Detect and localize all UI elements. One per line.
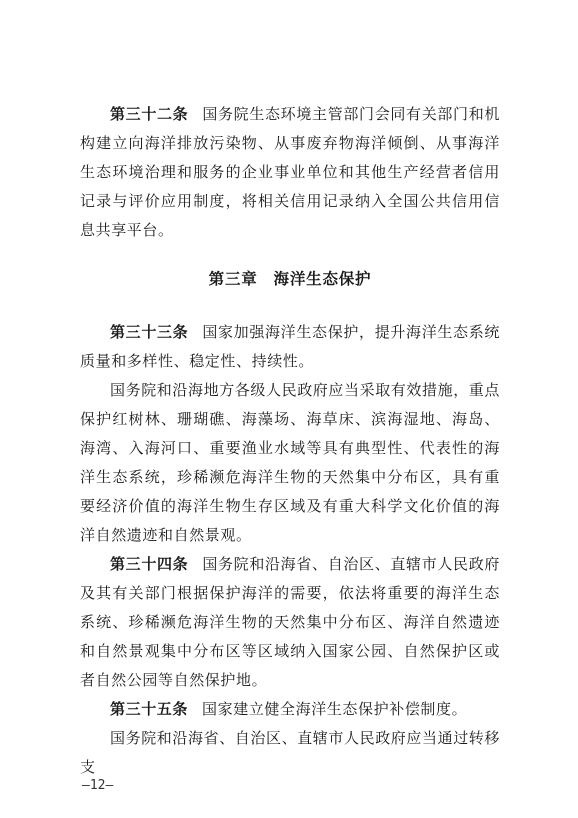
- article-text: 国务院生态环境主管部门会同有关部门和机构建立向海洋排放污染物、从事废弃物海洋倾倒、从事海洋生态环境治理和服务的企业事业单位和其他生产经营者信用记录与评价应用制度，将相关信用记录纳入全国公共信用信息共享平台。: [80, 105, 500, 239]
- article-33-continuation: [80, 376, 500, 550]
- article-text: 国务院和沿海地方各级人民政府应当采取有效措施，重点保护红树林、珊瑚礁、海藻场、海草床、滨海湿地、海岛、海湾、入海河口、重要渔业水域等具有典型性、代表性的海洋生态系统，珍稀濒危海洋生物的天然集中分布区，具有重要经济价值的海洋生物生存区域及有重大科学文化价值的海洋自然遗迹和自然景观。: [80, 381, 501, 544]
- article-text: 国家建立健全海洋生态保护补偿制度。: [202, 700, 468, 718]
- article-text: 国务院和沿海省、自治区、直辖市人民政府及其有关部门根据保护海洋的需要，依法将重要的海洋生态系统、珍稀濒危海洋生物的天然集中分布区、海洋自然遗迹和自然景观集中分布区等区域纳入国家公园、自然保护区或者自然公园等自然保护地。: [80, 555, 500, 689]
- article-number: 第三十四条: [110, 555, 189, 573]
- document-body: [80, 100, 500, 782]
- article-number: 第三十二条: [110, 105, 189, 123]
- chapter-heading: [80, 265, 500, 294]
- chapter-number: 第三章: [208, 270, 258, 288]
- chapter-title: 海洋生态保护: [273, 270, 372, 288]
- article-32-paragraph: [80, 100, 500, 245]
- article-35-paragraph: [80, 695, 500, 724]
- article-text: 国家加强海洋生态保护，提升海洋生态系统质量和多样性、稳定性、持续性。: [80, 323, 500, 370]
- article-34-paragraph: [80, 550, 500, 695]
- article-number: 第三十三条: [110, 323, 189, 341]
- article-35-continuation: [80, 724, 500, 782]
- page-number: —12—: [82, 778, 114, 793]
- article-number: 第三十五条: [110, 700, 189, 718]
- article-text: 国务院和沿海省、自治区、直辖市人民政府应当通过转移支: [80, 729, 501, 776]
- article-33-paragraph: [80, 318, 500, 376]
